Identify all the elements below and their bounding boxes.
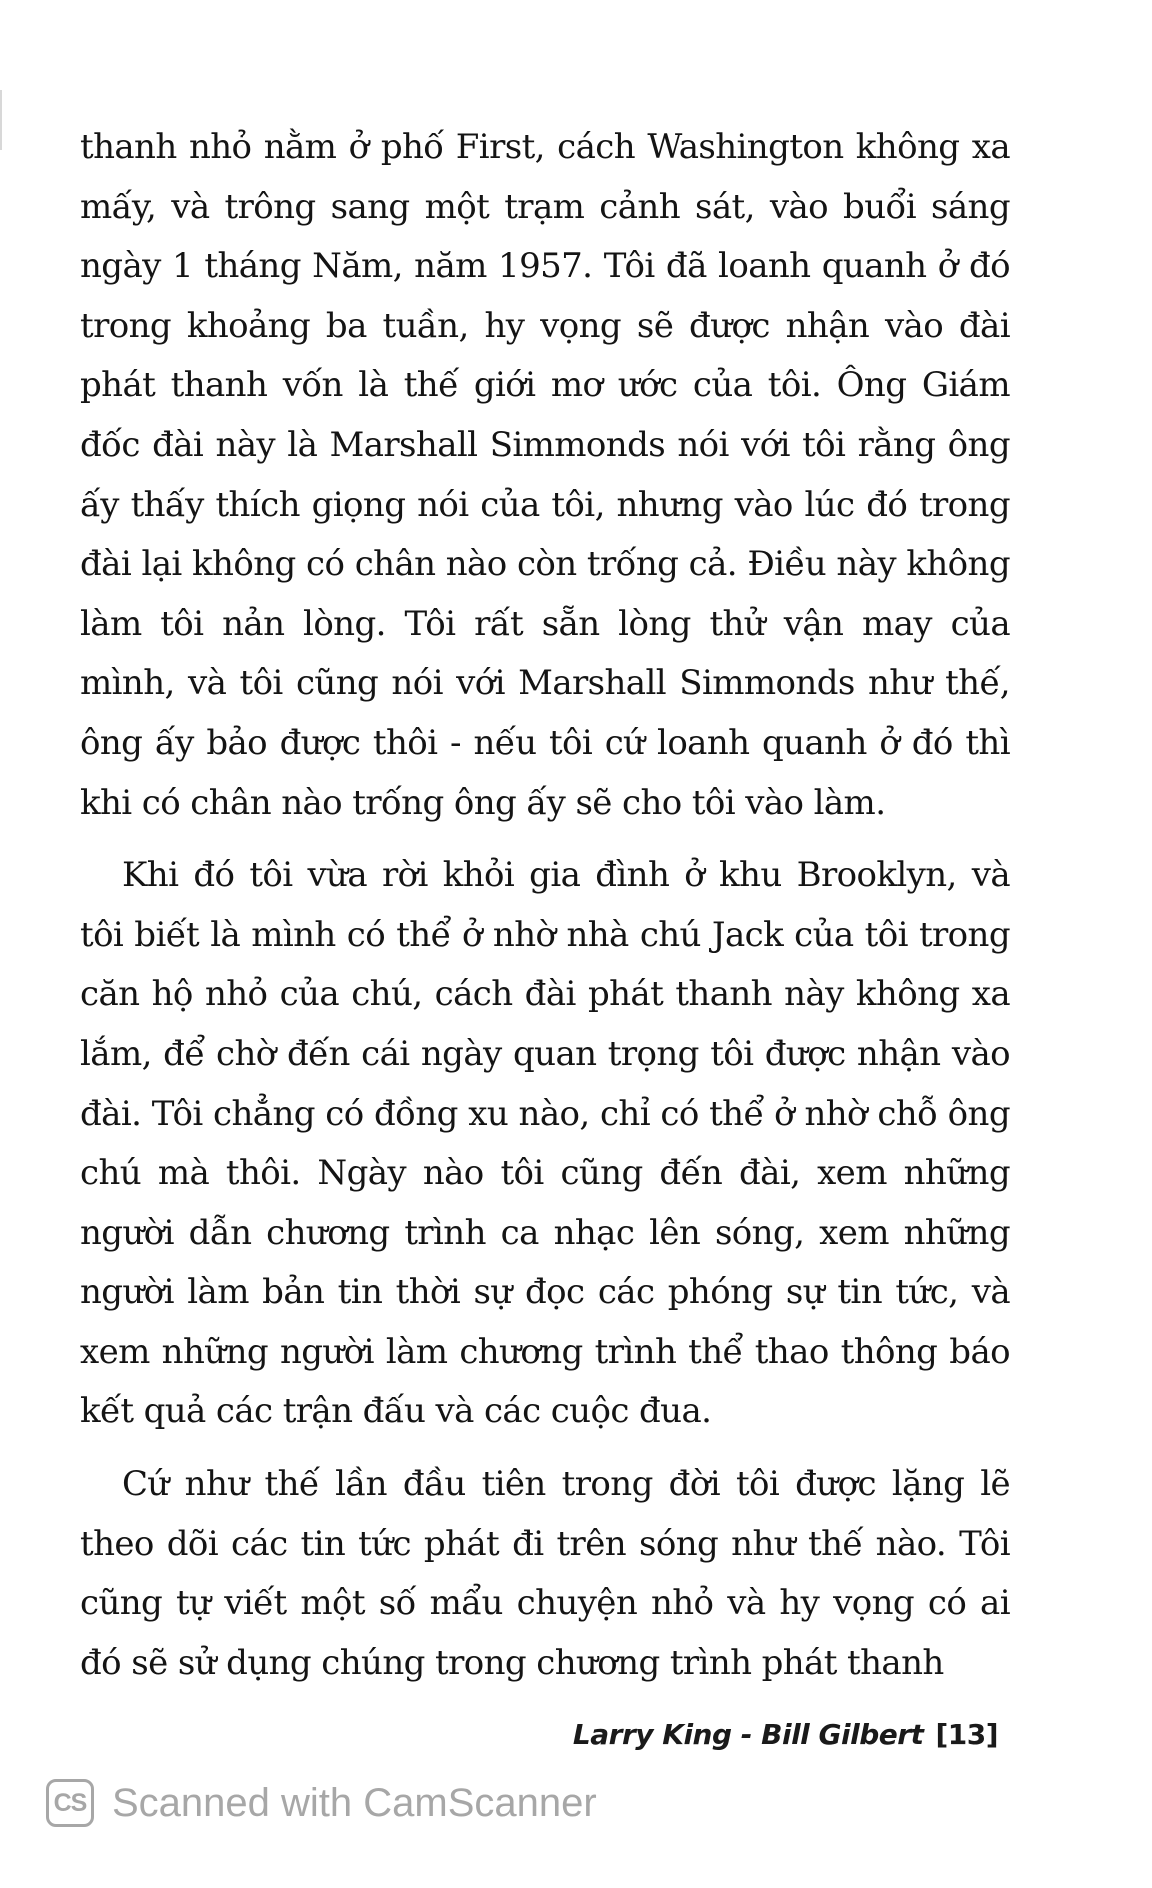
paragraph-3: Cứ như thế lần đầu tiên trong đời tôi được lặng lẽ theo dõi các tin tức phát đi trên sóng như thế nào. Tôi cũng tự viết một số mẩu chuyện nhỏ và hy vọng có ai đó sẽ sử dụng chúng trong chương trình phát thanh bbox=[80, 1464, 1010, 1683]
paragraph-2: Khi đó tôi vừa rời khỏi gia đình ở khu Brooklyn, và tôi biết là mình có thể ở nhờ nhà chú Jack của tôi trong căn hộ nhỏ của chú, cách đài phát thanh này không xa lắm, để chờ đến cái ngày quan trọng tôi được nhận vào đài. Tôi chẳng có đồng xu nào, chỉ có thể ở nhờ chỗ ông chú mà thôi. Ngày nào tôi cũng đến đài, xem những người dẫn chương trình ca nhạc lên sóng, xem những người làm bản tin thời sự đọc các phóng sự tin tức, và xem những người làm chương trình thể thao thông báo kết quả các trận đấu và các cuộc đua. bbox=[80, 855, 1010, 1432]
camscanner-watermark bbox=[46, 1775, 597, 1831]
page-footer bbox=[573, 1718, 998, 1751]
footer-authors: Larry King - Bill Gilbert bbox=[572, 1718, 924, 1751]
body-text bbox=[80, 118, 1010, 1693]
watermark-text: Scanned with CamScanner bbox=[112, 1780, 597, 1825]
camscanner-logo-icon: CS bbox=[46, 1779, 94, 1827]
scan-edge-mark bbox=[0, 90, 2, 150]
paragraph-1: thanh nhỏ nằm ở phố First, cách Washington không xa mấy, và trông sang một trạm cảnh sát, vào buổi sáng ngày 1 tháng Năm, năm 1957. Tôi đã loanh quanh ở đó trong khoảng ba tuần, hy vọng sẽ được nhận vào đài phát thanh vốn là thế giới mơ ước của tôi. Ông Giám đốc đài này là Marshall Simmonds nói với tôi rằng ông ấy thấy thích giọng nói của tôi, nhưng vào lúc đó trong đài lại không có chân nào còn trống cả. Điều này không làm tôi nản lòng. Tôi rất sẵn lòng thử vận may của mình, và tôi cũng nói với Marshall Simmonds như thế, ông ấy bảo được thôi - nếu tôi cứ loanh quanh ở đó thì khi có chân nào trống ông ấy sẽ cho tôi vào làm. bbox=[80, 127, 1010, 823]
page-number: [13] bbox=[935, 1718, 998, 1751]
